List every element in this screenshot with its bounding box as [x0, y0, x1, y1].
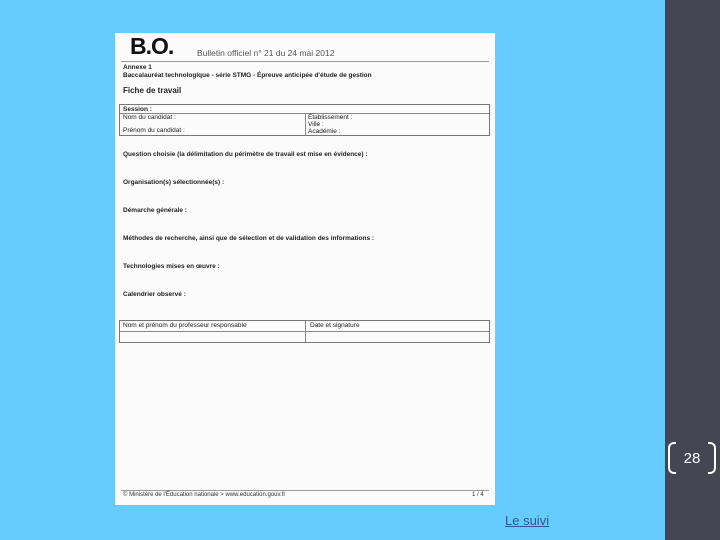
field-academie: Académie : [308, 128, 341, 135]
document-scan [115, 33, 495, 505]
bulletin-header: Bulletin officiel n° 21 du 24 mai 2012 [197, 48, 335, 58]
question-technologies: Technologies mises en œuvre : [123, 263, 220, 270]
page-number-text: 28 [683, 450, 701, 467]
divider [305, 321, 306, 342]
field-nom-candidat: Nom du candidat : [123, 114, 176, 121]
document-footer: © Ministère de l'Éducation nationale > www.education.gouv.fr [123, 492, 286, 498]
question-demarche: Démarche générale : [123, 207, 187, 214]
annex-heading [123, 64, 372, 80]
bo-logo: B.O. [130, 33, 174, 59]
field-date-signature: Date et signature [310, 322, 360, 329]
question-organisation: Organisation(s) sélectionnée(s) : [123, 179, 225, 186]
le-suivi-link[interactable]: Le suivi [505, 513, 550, 528]
question-methodes: Méthodes de recherche, ainsi que de sélection et de validation des informations : [123, 235, 375, 242]
slide-page-number [668, 436, 716, 482]
field-etablissement: Établissement : [308, 114, 353, 121]
field-professeur: Nom et prénom du professeur responsable [123, 322, 247, 329]
fiche-title: Fiche de travail [123, 86, 182, 95]
field-session: Session : [123, 106, 152, 113]
field-ville: Ville : [308, 121, 324, 128]
footer-rule [121, 490, 489, 491]
header-rule [121, 61, 489, 62]
question-calendrier: Calendrier observé : [123, 291, 186, 298]
document-page-number: 1 / 4 [472, 492, 484, 498]
divider [305, 113, 306, 135]
field-prenom-candidat: Prénom du candidat : [123, 127, 185, 134]
question-choisie: Question choisie (la délimitation du périmètre de travail est mise en évidence) : [123, 151, 368, 158]
annex-title: Annexe 1 [123, 64, 152, 71]
annex-subtitle: Baccalauréat technologique - série STMG - Épreuve anticipée d'étude de gestion [123, 72, 372, 79]
